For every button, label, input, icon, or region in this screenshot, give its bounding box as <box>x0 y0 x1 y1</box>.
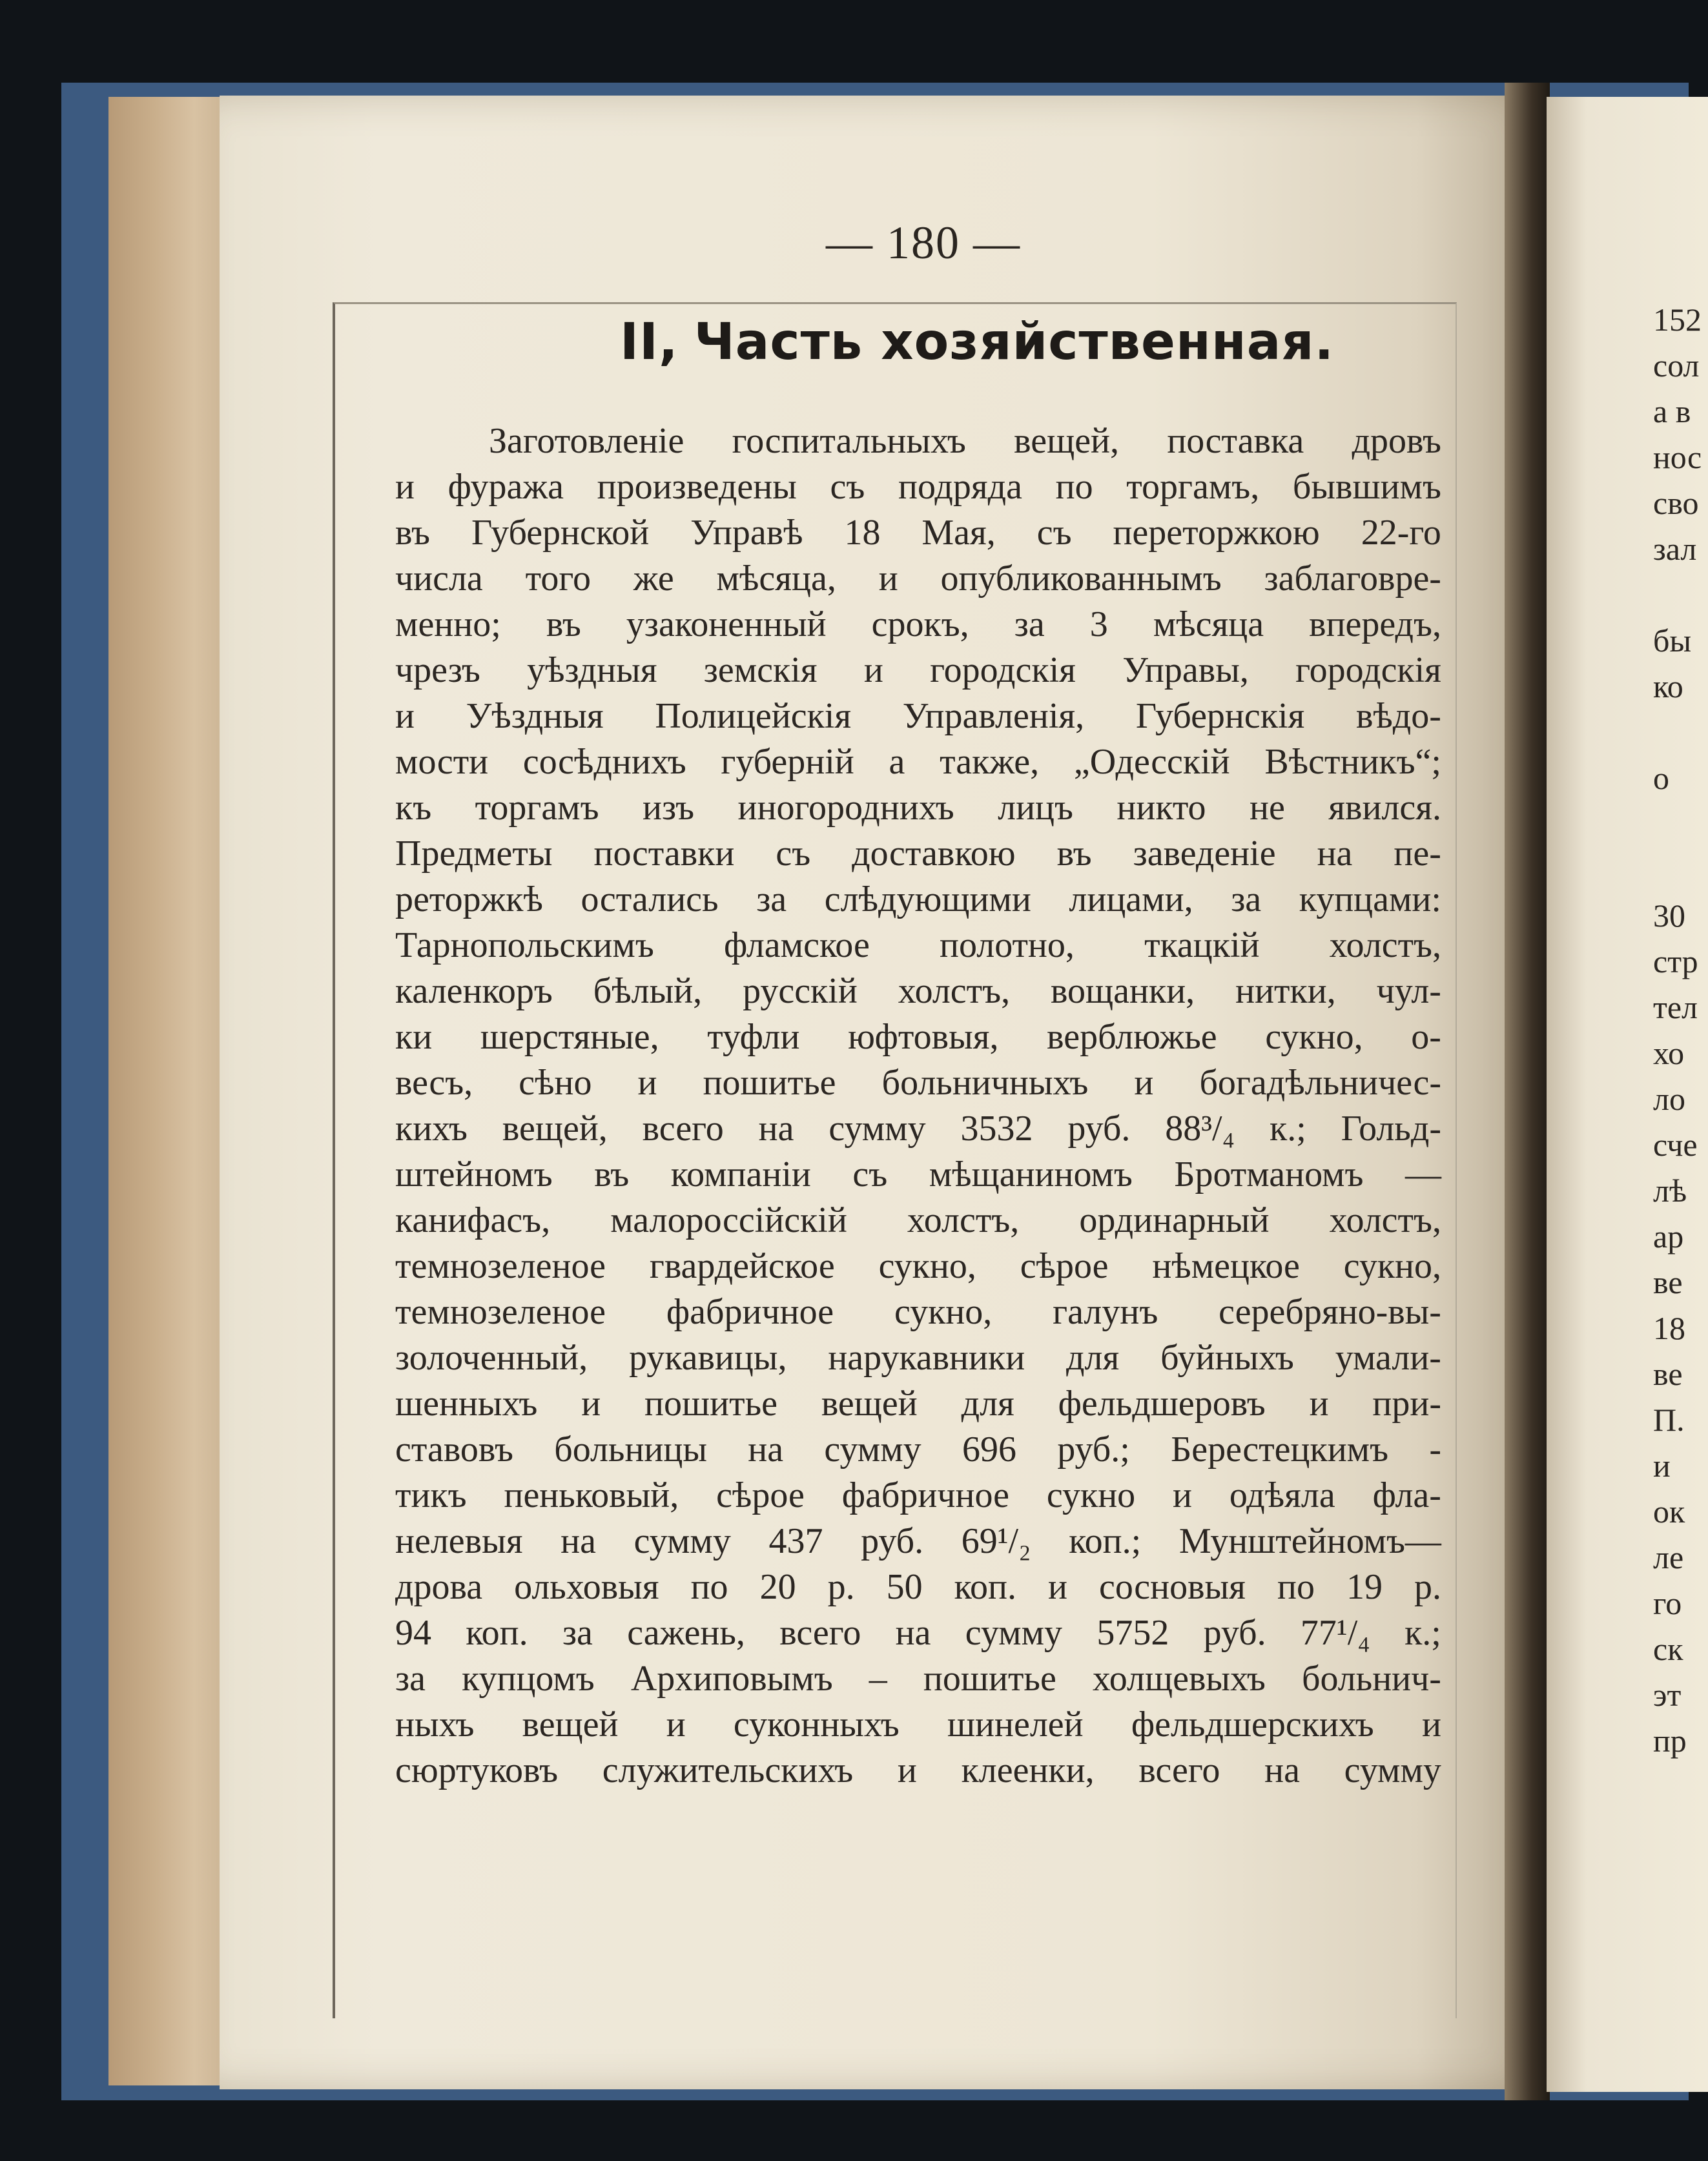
word: остались <box>581 879 719 919</box>
word: темнозеленое <box>395 1292 606 1332</box>
text-line <box>395 1289 1441 1335</box>
word: 20 <box>759 1567 796 1607</box>
text-line <box>395 877 1441 923</box>
fragment-line: ве <box>1653 1356 1683 1392</box>
word: по <box>1055 467 1093 507</box>
word: 77¹/₄ <box>1300 1613 1370 1653</box>
word: на <box>895 1613 931 1653</box>
text-line <box>395 1244 1441 1289</box>
text-line <box>395 785 1441 831</box>
word: къ <box>395 788 432 828</box>
word: холщевыхъ <box>1092 1659 1266 1699</box>
word: Полицейскія <box>655 696 852 736</box>
fragment-line: 30 <box>1653 897 1685 934</box>
word: ткацкій <box>1144 925 1260 965</box>
word: Тарнопольскимъ <box>395 925 654 965</box>
word: бѣлый, <box>593 971 703 1011</box>
fragment-line: ле <box>1653 1539 1684 1575</box>
word: штейномъ <box>395 1154 553 1194</box>
word: сѣно <box>519 1063 592 1103</box>
word: сумму <box>1344 1750 1441 1790</box>
word: 94 <box>395 1613 431 1653</box>
text-line <box>395 968 1441 1014</box>
fragment-line: бы <box>1653 622 1692 659</box>
word: р. <box>827 1567 855 1607</box>
word: изъ <box>643 788 695 828</box>
word: рукавицы, <box>628 1338 787 1378</box>
word: всего <box>642 1109 724 1149</box>
word: и <box>581 1384 601 1424</box>
word: руб. <box>1067 1109 1131 1149</box>
word: поставки <box>593 834 735 874</box>
word: холстъ, <box>1329 925 1441 965</box>
word: при- <box>1372 1384 1441 1424</box>
word: поставка <box>1167 421 1304 461</box>
word: фламское <box>723 925 870 965</box>
text-line <box>395 510 1441 556</box>
word: сѣрое <box>1020 1246 1109 1286</box>
word: по <box>690 1567 728 1607</box>
word: въ <box>594 1154 630 1194</box>
text-line <box>395 1335 1441 1381</box>
word: вещей <box>821 1384 918 1424</box>
word: золоченный, <box>395 1338 588 1378</box>
book-gutter <box>1505 83 1550 2100</box>
word: фабричное <box>841 1475 1010 1515</box>
word: туфли <box>707 1017 800 1057</box>
word: иногороднихъ <box>737 788 954 828</box>
word: руб. <box>861 1521 924 1561</box>
word: холстъ, <box>907 1200 1020 1240</box>
text-line <box>395 1610 1441 1656</box>
fragment-line: сче <box>1653 1127 1698 1163</box>
word: коп.; <box>1069 1521 1142 1561</box>
word: сумму <box>965 1613 1063 1653</box>
text-line <box>395 1748 1441 1794</box>
word: шерстяные, <box>480 1017 659 1057</box>
section-number: II, <box>620 313 679 371</box>
word: русскій <box>743 971 858 1011</box>
text-line <box>395 1381 1441 1427</box>
word: и <box>666 1705 686 1745</box>
word: нѣмецкое <box>1152 1246 1300 1286</box>
word: съ <box>830 467 865 507</box>
word: менно; <box>395 604 501 644</box>
word: гвардейское <box>649 1246 835 1286</box>
word: служительскихъ <box>602 1750 854 1790</box>
word: губерній <box>721 742 854 782</box>
word: суконныхъ <box>733 1705 900 1745</box>
fragment-line: сол <box>1653 347 1700 384</box>
word: ки <box>395 1017 433 1057</box>
section-heading <box>620 313 1335 371</box>
word: к.; <box>1404 1613 1441 1653</box>
word: Бротманомъ <box>1174 1154 1364 1194</box>
word: бывшимъ <box>1292 467 1441 507</box>
word: не <box>1249 788 1285 828</box>
text-line <box>395 418 1441 464</box>
text-line <box>395 648 1441 693</box>
word: 19 <box>1346 1567 1383 1607</box>
word: мѣсяца, <box>716 558 836 599</box>
word: ольховыя <box>514 1567 659 1607</box>
body-text <box>395 418 1441 1794</box>
fragment-line <box>1653 801 1708 847</box>
word: за <box>756 879 787 919</box>
word: руб.; <box>1057 1429 1130 1470</box>
word: фельдшеровъ <box>1058 1384 1266 1424</box>
fragment-line: 152 <box>1653 302 1702 338</box>
word: Предметы <box>395 834 553 874</box>
word: 3 <box>1089 604 1108 644</box>
word: сукно, <box>878 1246 976 1286</box>
fragment-line: нос <box>1653 439 1702 475</box>
word: лицами, <box>1069 879 1193 919</box>
text-line <box>395 464 1441 510</box>
word: тикъ <box>395 1475 467 1515</box>
word: въ <box>395 513 431 553</box>
word: а <box>889 742 905 782</box>
word: чрезъ <box>395 650 480 690</box>
text-line <box>395 1564 1441 1610</box>
word: холстъ, <box>1329 1200 1441 1240</box>
word: руб. <box>1203 1613 1266 1653</box>
word: Управы, <box>1122 650 1249 690</box>
text-line <box>395 1060 1441 1106</box>
word: сумму <box>824 1429 921 1470</box>
word: малороссійскій <box>610 1200 847 1240</box>
word: одѣяла <box>1229 1475 1335 1515</box>
word: Вѣстникъ“; <box>1264 742 1441 782</box>
word: и <box>1173 1475 1192 1515</box>
word: Губернскія <box>1135 696 1305 736</box>
section-title: Часть хозяйственная. <box>694 313 1335 371</box>
word: 22-го <box>1361 513 1441 553</box>
fragment-line: ве <box>1653 1264 1683 1300</box>
word: доставкою <box>852 834 1016 874</box>
word: сукно, <box>894 1292 993 1332</box>
word: никто <box>1116 788 1206 828</box>
word: всего <box>1138 1750 1220 1790</box>
text-line <box>395 1014 1441 1060</box>
word: р. <box>1414 1567 1441 1607</box>
fragment-line: стр <box>1653 943 1698 979</box>
word: о- <box>1411 1017 1441 1057</box>
word: за <box>395 1659 426 1699</box>
word: за <box>562 1613 593 1653</box>
word: опубликованнымъ <box>940 558 1222 599</box>
text-line <box>395 1656 1441 1702</box>
word: клеенки, <box>961 1750 1095 1790</box>
word: нарукавники <box>828 1338 1025 1378</box>
word: ставовъ <box>395 1429 513 1470</box>
word: компаніи <box>670 1154 811 1194</box>
word: 88³/₄ <box>1165 1109 1235 1149</box>
word: фла- <box>1372 1475 1441 1515</box>
word: „Одесскій <box>1073 742 1230 782</box>
word: сумму <box>633 1521 731 1561</box>
word: вещей, <box>1014 421 1120 461</box>
word: съ <box>852 1154 888 1194</box>
word: лицъ <box>998 788 1073 828</box>
page-number: — 180 — <box>826 217 1021 269</box>
word: коп. <box>954 1567 1016 1607</box>
word: для <box>1066 1338 1120 1378</box>
word: умали- <box>1335 1338 1441 1378</box>
word: въ <box>546 604 581 644</box>
word: также, <box>940 742 1040 782</box>
word: на <box>561 1521 596 1561</box>
word: реторжкѣ <box>395 879 543 919</box>
word: к.; <box>1270 1109 1306 1149</box>
word: фуража <box>448 467 564 507</box>
word: нитки, <box>1235 971 1336 1011</box>
text-line <box>395 1198 1441 1244</box>
word: за <box>1014 604 1045 644</box>
word: уѣздныя <box>527 650 657 690</box>
word: дрова <box>395 1567 483 1607</box>
word: произведены <box>597 467 797 507</box>
word: весъ, <box>395 1063 473 1103</box>
fragment-line: ло <box>1653 1081 1685 1117</box>
word: узаконенный <box>626 604 827 644</box>
word: 696 <box>962 1429 1016 1470</box>
word: и <box>395 696 415 736</box>
text-line <box>395 556 1441 602</box>
word: и <box>863 650 883 690</box>
word: 5752 <box>1096 1613 1169 1653</box>
word: каленкоръ <box>395 971 553 1011</box>
word: слѣдующими <box>824 879 1031 919</box>
word: сюртуковъ <box>395 1750 559 1790</box>
text-line <box>395 831 1441 877</box>
fragment-line <box>1653 847 1708 893</box>
word: Уѣздныя <box>466 696 604 736</box>
word: больничныхъ <box>881 1063 1089 1103</box>
word: для <box>961 1384 1014 1424</box>
word: нелевыя <box>395 1521 523 1561</box>
word: городскія <box>930 650 1076 690</box>
word: срокъ, <box>871 604 969 644</box>
word: по <box>1277 1567 1315 1607</box>
text-line <box>395 1519 1441 1564</box>
word: вещей <box>522 1705 619 1745</box>
word: сосѣднихъ <box>522 742 686 782</box>
word: и <box>1421 1705 1441 1745</box>
word: явился. <box>1328 788 1441 828</box>
word: торгамъ, <box>1126 467 1260 507</box>
fragment-line: и <box>1653 1448 1671 1484</box>
word: кихъ <box>395 1109 468 1149</box>
word: впередъ, <box>1309 604 1441 644</box>
word: сажень, <box>627 1613 745 1653</box>
word: фельдшерскихъ <box>1131 1705 1374 1745</box>
text-line <box>395 739 1441 785</box>
word: и <box>395 467 415 507</box>
word: Архиповымъ <box>630 1659 833 1699</box>
word: вощанки, <box>1051 971 1195 1011</box>
word: всего <box>779 1613 861 1653</box>
fragment-line: эт <box>1653 1677 1682 1713</box>
word: за <box>1231 879 1262 919</box>
word: числа <box>395 558 483 599</box>
fragment-line <box>1653 572 1708 618</box>
word: и <box>878 558 898 599</box>
word: Заготовленіе <box>489 421 684 461</box>
word: 50 <box>886 1567 923 1607</box>
word: шинелей <box>947 1705 1084 1745</box>
word: серебряно-вы- <box>1219 1292 1441 1332</box>
word: пошитье <box>923 1659 1056 1699</box>
word: Управленія, <box>902 696 1085 736</box>
fragment-line: П. <box>1653 1402 1685 1438</box>
word: - <box>1429 1429 1441 1470</box>
word: пошитье <box>644 1384 777 1424</box>
word: сумму <box>828 1109 926 1149</box>
word: ныхъ <box>395 1705 475 1745</box>
text-line <box>395 1427 1441 1473</box>
word: Губернской <box>471 513 650 553</box>
text-line <box>395 1152 1441 1198</box>
fragment-line <box>1653 710 1708 755</box>
word: чул- <box>1376 971 1441 1011</box>
fragment-line: хо <box>1653 1035 1685 1071</box>
word: больницы <box>554 1429 707 1470</box>
word: Берестецкимъ <box>1171 1429 1389 1470</box>
word: Мунштейномъ— <box>1178 1521 1441 1561</box>
word: же <box>633 558 674 599</box>
word: пеньковый, <box>504 1475 679 1515</box>
word: и <box>1048 1567 1067 1607</box>
word: городскія <box>1295 650 1441 690</box>
word: пошитье <box>703 1063 836 1103</box>
text-line <box>395 1473 1441 1519</box>
fragment-line: го <box>1653 1585 1682 1621</box>
fragment-line: ар <box>1653 1218 1684 1255</box>
word: ординарный <box>1079 1200 1270 1240</box>
word: коп. <box>466 1613 528 1653</box>
word: вѣдо- <box>1355 696 1441 736</box>
word: заведеніе <box>1133 834 1276 874</box>
word: купцомъ <box>462 1659 595 1699</box>
word: на <box>748 1429 784 1470</box>
word: 18 <box>844 513 881 553</box>
word: и <box>1309 1384 1329 1424</box>
word: госпитальныхъ <box>732 421 966 461</box>
word: юфтовыя, <box>848 1017 999 1057</box>
word: канифасъ, <box>395 1200 551 1240</box>
fragment-line: ок <box>1653 1493 1685 1530</box>
fragment-line: о <box>1653 760 1669 796</box>
word: вещей, <box>502 1109 608 1149</box>
word: съ <box>1036 513 1072 553</box>
word: сѣрое <box>716 1475 805 1515</box>
word: сукно, <box>1265 1017 1363 1057</box>
word: – <box>869 1659 887 1699</box>
page-edges <box>108 97 231 2085</box>
word: темнозеленое <box>395 1246 606 1286</box>
word: галунъ <box>1053 1292 1158 1332</box>
fragment-line: сво <box>1653 485 1699 521</box>
word: богадѣльничес- <box>1199 1063 1441 1103</box>
fragment-line: а в <box>1653 393 1691 429</box>
word: и <box>637 1063 657 1103</box>
word: — <box>1404 1154 1441 1194</box>
word: на <box>758 1109 794 1149</box>
word: пе- <box>1394 834 1441 874</box>
right-page-text-fragments <box>1653 297 1708 1764</box>
word: въ <box>1056 834 1092 874</box>
word: земскія <box>703 650 818 690</box>
word: Управѣ <box>690 513 803 553</box>
word: 437 <box>768 1521 823 1561</box>
word: и <box>1134 1063 1154 1103</box>
fragment-line: ск <box>1653 1631 1683 1667</box>
fragment-line: лѣ <box>1653 1173 1687 1209</box>
word: подряда <box>898 467 1022 507</box>
word: дровъ <box>1352 421 1441 461</box>
word: купцами: <box>1299 879 1441 919</box>
word: полотно, <box>940 925 1075 965</box>
fragment-line: зал <box>1653 531 1697 567</box>
word: верблюжье <box>1047 1017 1217 1057</box>
text-line <box>395 1702 1441 1748</box>
word: торгамъ <box>475 788 599 828</box>
word: сукно, <box>1343 1246 1441 1286</box>
text-line <box>395 693 1441 739</box>
word: Гольд- <box>1341 1109 1441 1149</box>
word: больнич- <box>1301 1659 1441 1699</box>
text-line <box>395 602 1441 648</box>
fragment-line: тел <box>1653 989 1698 1025</box>
word: съ <box>776 834 811 874</box>
word: буйныхъ <box>1160 1338 1294 1378</box>
word: на <box>1317 834 1353 874</box>
word: холстъ, <box>898 971 1011 1011</box>
text-line <box>395 1106 1441 1152</box>
word: на <box>1264 1750 1300 1790</box>
word: заблаговре- <box>1264 558 1441 599</box>
word: 3532 <box>960 1109 1033 1149</box>
word: мости <box>395 742 489 782</box>
text-line <box>395 923 1441 968</box>
word: того <box>525 558 591 599</box>
word: 69¹/₂ <box>961 1521 1031 1561</box>
word: сосновыя <box>1099 1567 1246 1607</box>
word: мѣщаниномъ <box>929 1154 1133 1194</box>
word: и <box>897 1750 917 1790</box>
fragment-line: пр <box>1653 1723 1687 1759</box>
word: фабричное <box>666 1292 834 1332</box>
fragment-line: 18 <box>1653 1310 1685 1346</box>
word: сукно <box>1046 1475 1136 1515</box>
word: мѣсяца <box>1153 604 1264 644</box>
fragment-line: ко <box>1653 668 1683 704</box>
word: Мая, <box>921 513 996 553</box>
word: переторжкою <box>1113 513 1320 553</box>
word: шенныхъ <box>395 1384 538 1424</box>
